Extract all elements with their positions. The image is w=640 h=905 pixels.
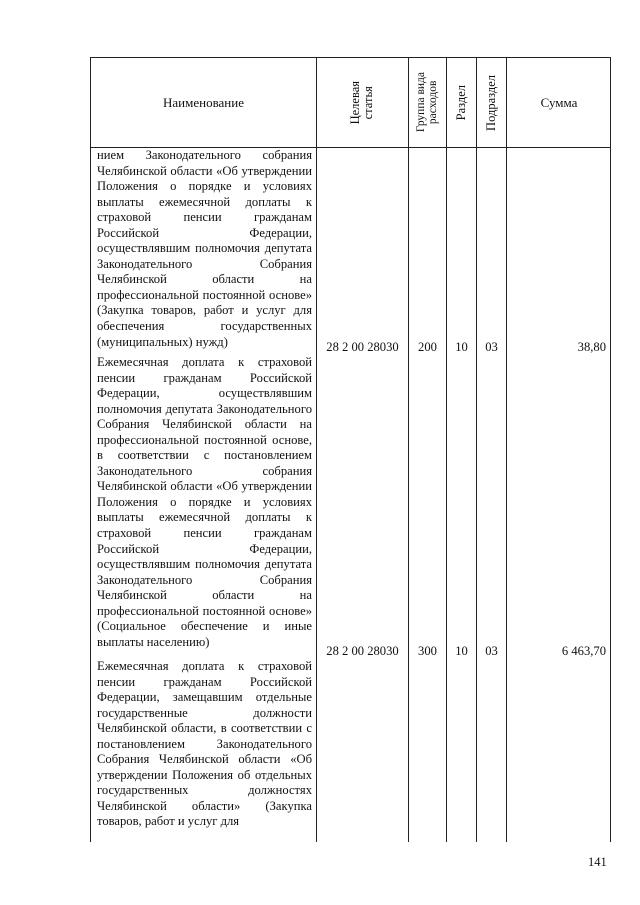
- header-subsection: [476, 58, 506, 147]
- column-divider: [316, 58, 317, 842]
- header-sum: [506, 58, 612, 147]
- budget-table: [90, 57, 611, 842]
- header-section-text: Раздел: [453, 84, 468, 121]
- row-1-target: 28 2 00 28030: [326, 340, 399, 354]
- header-section: [446, 58, 476, 147]
- page-number: 141: [588, 855, 607, 869]
- row-2-description: Ежемесячная доплата к страховой пенсии гражданам Российской Федерации, осуществлявшим полномочия депутата Законодательного Собрания Челябинской области на профессиональной постоянной основе, в соответствии с постановлением Законодательного собрания Челябинской области «Об утверждении Положения о порядке и условиях выплаты ежемесячной доплаты к страховой пенсии гражданам Российской Федерации, осуществлявшим полномочия депутата Законодательного Собрания Челябинской области на профессиональной постоянной основе» (Социальное обеспечение и иные выплаты населению): [97, 355, 312, 649]
- row-2-group: 300: [418, 644, 437, 658]
- column-divider: [446, 58, 447, 842]
- row-2-target: 28 2 00 28030: [326, 644, 399, 658]
- header-subsection-text: Подраздел: [483, 74, 498, 131]
- column-divider: [408, 58, 409, 842]
- row-2-sum: 6 463,70: [561, 644, 606, 658]
- header-group-text: Группа вида расходов: [415, 72, 439, 133]
- header-target: [316, 58, 408, 147]
- row-2-section: 10: [455, 644, 468, 658]
- row-2-subsection: 03: [485, 644, 498, 658]
- header-target-text: Целевая статья: [348, 80, 375, 125]
- header-name-text: Наименование: [163, 94, 244, 110]
- row-1-group: 200: [418, 340, 437, 354]
- column-divider: [476, 58, 477, 842]
- header-sum-text: Сумма: [540, 94, 578, 110]
- column-divider: [506, 58, 507, 842]
- header-group: [408, 58, 446, 147]
- row-1-subsection: 03: [485, 340, 498, 354]
- row-1-description: нием Законодательного собрания Челябинской области «Об утверждении Положения о порядке и условиях выплаты ежемесячной доплаты к страховой пенсии гражданам Российской Федерации, осуществлявшим полномочия депутата Законодательного Собрания Челябинской области на профессиональной постоянной основе» (Закупка товаров, работ и услуг для обеспечения государственных (муниципальных) нужд): [97, 148, 312, 349]
- row-1-sum: 38,80: [577, 340, 606, 354]
- row-3-description: Ежемесячная доплата к страховой пенсии гражданам Российской Федерации, замещавшим отдельные государственные должности Челябинской области, в соответствии с постановлением Законодательного Собрания Челябинской области «Об утверждении Положения об отдельных государственных должностях Челябинской области» (Закупка товаров, работ и услуг для: [97, 659, 312, 829]
- row-1-section: 10: [455, 340, 468, 354]
- header-name: [91, 58, 316, 147]
